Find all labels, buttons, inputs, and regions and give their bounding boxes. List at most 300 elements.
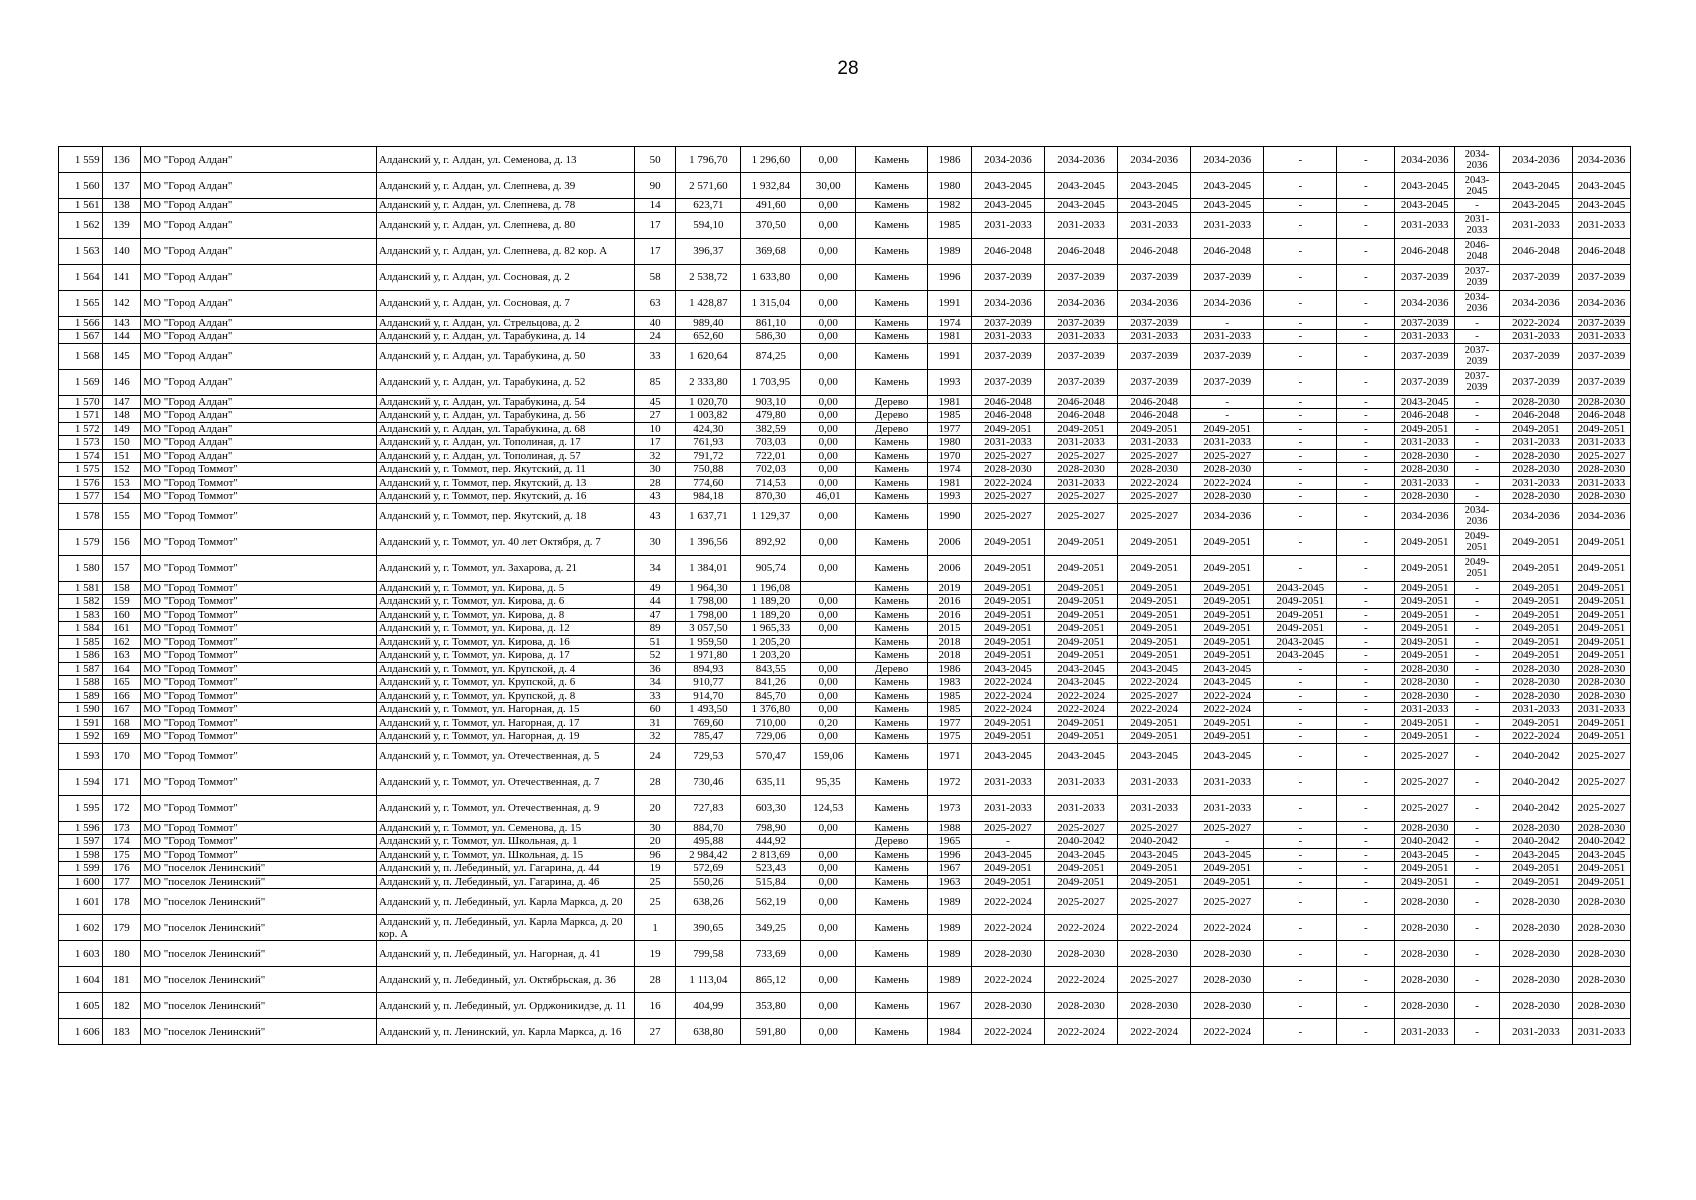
cell-year-built: 1984 <box>928 1019 972 1045</box>
cell-address: Алданский у, г. Томмот, ул. Школьная, д. 15 <box>376 848 634 862</box>
cell-period-6: - <box>1337 555 1395 581</box>
cell-living-area: 570,47 <box>741 743 801 769</box>
cell-year-built: 1967 <box>928 862 972 876</box>
cell-count: 30 <box>634 821 676 835</box>
cell-period-5: - <box>1264 369 1337 395</box>
cell-row-id: 1 597 <box>59 835 103 849</box>
cell-count: 58 <box>634 264 676 290</box>
cell-period-6: - <box>1337 716 1395 730</box>
cell-period-3: 2031-2033 <box>1118 330 1191 344</box>
cell-municipality: МО "Город Алдан" <box>141 369 377 395</box>
cell-nonliving-area: 0,00 <box>801 703 856 717</box>
cell-address: Алданский у, п. Лебединый, ул. Октябрьская, д. 36 <box>376 967 634 993</box>
cell-living-area: 870,30 <box>741 490 801 504</box>
cell-period-1: 2028-2030 <box>971 941 1044 967</box>
cell-period-9: 2049-2051 <box>1499 595 1572 609</box>
cell-period-9: 2049-2051 <box>1499 422 1572 436</box>
cell-period-10: 2025-2027 <box>1572 769 1630 795</box>
cell-nonliving-area: 0,00 <box>801 147 856 173</box>
cell-period-10: 2031-2033 <box>1572 1019 1630 1045</box>
cell-year-built: 2019 <box>928 581 972 595</box>
cell-period-6: - <box>1337 529 1395 555</box>
cell-year-built: 2016 <box>928 595 972 609</box>
cell-count: 60 <box>634 703 676 717</box>
cell-wall-material: Камень <box>856 343 928 369</box>
table-row <box>59 395 1631 409</box>
table-row <box>59 343 1631 369</box>
cell-row-id: 1 594 <box>59 769 103 795</box>
cell-year-built: 1980 <box>928 173 972 199</box>
cell-period-2: 2049-2051 <box>1044 875 1117 889</box>
cell-nonliving-area: 0,00 <box>801 212 856 238</box>
cell-nonliving-area: 0,00 <box>801 862 856 876</box>
cell-row-id: 1 593 <box>59 743 103 769</box>
cell-count: 1 <box>634 915 676 941</box>
cell-count: 96 <box>634 848 676 862</box>
cell-period-6: - <box>1337 622 1395 636</box>
cell-nonliving-area: 0,00 <box>801 395 856 409</box>
cell-total-area: 791,72 <box>676 449 741 463</box>
cell-period-7: 2028-2030 <box>1395 941 1455 967</box>
cell-period-2: 2046-2048 <box>1044 395 1117 409</box>
cell-period-4: - <box>1191 835 1264 849</box>
cell-period-1: 2025-2027 <box>971 503 1044 529</box>
cell-living-area: 1 189,20 <box>741 608 801 622</box>
cell-living-area: 1 296,60 <box>741 147 801 173</box>
cell-count: 27 <box>634 1019 676 1045</box>
cell-period-9: 2028-2030 <box>1499 662 1572 676</box>
cell-total-area: 390,65 <box>676 915 741 941</box>
cell-period-1: 2049-2051 <box>971 581 1044 595</box>
cell-period-1: 2031-2033 <box>971 795 1044 821</box>
cell-period-9: 2022-2024 <box>1499 316 1572 330</box>
cell-count: 20 <box>634 795 676 821</box>
cell-period-9: 2049-2051 <box>1499 608 1572 622</box>
cell-total-area: 729,53 <box>676 743 741 769</box>
cell-period-10: 2046-2048 <box>1572 238 1630 264</box>
cell-row-seq: 149 <box>102 422 141 436</box>
cell-period-4: 2049-2051 <box>1191 581 1264 595</box>
cell-nonliving-area: 0,00 <box>801 238 856 264</box>
cell-period-5: - <box>1264 490 1337 504</box>
cell-year-built: 1986 <box>928 662 972 676</box>
cell-period-1: 2049-2051 <box>971 595 1044 609</box>
cell-row-seq: 183 <box>102 1019 141 1045</box>
cell-period-7: 2034-2036 <box>1395 147 1455 173</box>
cell-period-8: - <box>1455 993 1500 1019</box>
cell-period-5: - <box>1264 199 1337 213</box>
cell-period-6: - <box>1337 369 1395 395</box>
cell-period-7: 2031-2033 <box>1395 330 1455 344</box>
cell-period-6: - <box>1337 835 1395 849</box>
cell-living-area: 710,00 <box>741 716 801 730</box>
cell-period-6: - <box>1337 147 1395 173</box>
cell-period-9: 2022-2024 <box>1499 730 1572 744</box>
cell-address: Алданский у, г. Томмот, ул. Нагорная, д. 17 <box>376 716 634 730</box>
cell-address: Алданский у, г. Томмот, ул. Крупской, д. 8 <box>376 689 634 703</box>
cell-period-6: - <box>1337 1019 1395 1045</box>
cell-period-10: 2043-2045 <box>1572 199 1630 213</box>
cell-year-built: 1996 <box>928 264 972 290</box>
cell-period-7: 2037-2039 <box>1395 316 1455 330</box>
cell-row-seq: 141 <box>102 264 141 290</box>
cell-living-area: 586,30 <box>741 330 801 344</box>
table-row <box>59 662 1631 676</box>
cell-period-2: 2043-2045 <box>1044 199 1117 213</box>
cell-period-1: 2049-2051 <box>971 862 1044 876</box>
cell-row-id: 1 587 <box>59 662 103 676</box>
cell-period-2: 2031-2033 <box>1044 769 1117 795</box>
cell-period-2: 2049-2051 <box>1044 595 1117 609</box>
cell-total-area: 730,46 <box>676 769 741 795</box>
cell-period-8: - <box>1455 316 1500 330</box>
cell-year-built: 1980 <box>928 436 972 450</box>
cell-period-7: 2028-2030 <box>1395 676 1455 690</box>
cell-year-built: 1965 <box>928 835 972 849</box>
cell-period-1: 2031-2033 <box>971 330 1044 344</box>
cell-period-8: - <box>1455 848 1500 862</box>
cell-period-10: 2049-2051 <box>1572 422 1630 436</box>
cell-period-4: 2049-2051 <box>1191 716 1264 730</box>
cell-living-area: 1 376,80 <box>741 703 801 717</box>
cell-row-id: 1 566 <box>59 316 103 330</box>
table-row <box>59 993 1631 1019</box>
cell-living-area: 1 633,80 <box>741 264 801 290</box>
cell-count: 63 <box>634 290 676 316</box>
cell-address: Алданский у, п. Лебединый, ул. Карла Маркса, д. 20 <box>376 889 634 915</box>
cell-period-8: 2037- 2039 <box>1455 264 1500 290</box>
cell-row-seq: 177 <box>102 875 141 889</box>
cell-wall-material: Камень <box>856 703 928 717</box>
cell-period-6: - <box>1337 463 1395 477</box>
cell-row-id: 1 560 <box>59 173 103 199</box>
cell-period-7: 2028-2030 <box>1395 662 1455 676</box>
cell-row-id: 1 565 <box>59 290 103 316</box>
cell-nonliving-area: 0,00 <box>801 662 856 676</box>
cell-address: Алданский у, г. Томмот, ул. Кирова, д. 12 <box>376 622 634 636</box>
table-row <box>59 649 1631 663</box>
cell-period-4: 2037-2039 <box>1191 264 1264 290</box>
cell-period-5: - <box>1264 422 1337 436</box>
cell-period-6: - <box>1337 821 1395 835</box>
cell-period-8: - <box>1455 689 1500 703</box>
cell-period-10: 2046-2048 <box>1572 409 1630 423</box>
cell-period-8: - <box>1455 608 1500 622</box>
table-row <box>59 490 1631 504</box>
cell-year-built: 2018 <box>928 635 972 649</box>
cell-municipality: МО "поселок Ленинский" <box>141 889 377 915</box>
cell-period-8: 2034- 2036 <box>1455 503 1500 529</box>
cell-period-9: 2040-2042 <box>1499 835 1572 849</box>
cell-count: 43 <box>634 503 676 529</box>
cell-row-seq: 170 <box>102 743 141 769</box>
cell-municipality: МО "Город Алдан" <box>141 173 377 199</box>
cell-nonliving-area: 0,00 <box>801 290 856 316</box>
cell-period-1: 2037-2039 <box>971 264 1044 290</box>
cell-living-area: 841,26 <box>741 676 801 690</box>
cell-period-9: 2034-2036 <box>1499 147 1572 173</box>
cell-total-area: 2 538,72 <box>676 264 741 290</box>
cell-wall-material: Камень <box>856 330 928 344</box>
cell-row-seq: 173 <box>102 821 141 835</box>
cell-period-6: - <box>1337 199 1395 213</box>
cell-period-1: 2043-2045 <box>971 662 1044 676</box>
cell-period-4: 2034-2036 <box>1191 290 1264 316</box>
cell-period-2: 2049-2051 <box>1044 529 1117 555</box>
cell-period-6: - <box>1337 730 1395 744</box>
cell-wall-material: Камень <box>856 369 928 395</box>
cell-municipality: МО "Город Алдан" <box>141 212 377 238</box>
housing-schedule-table <box>58 146 1631 1045</box>
cell-wall-material: Камень <box>856 915 928 941</box>
cell-municipality: МО "Город Томмот" <box>141 689 377 703</box>
cell-period-7: 2049-2051 <box>1395 622 1455 636</box>
cell-municipality: МО "Город Томмот" <box>141 795 377 821</box>
cell-period-5: 2043-2045 <box>1264 649 1337 663</box>
cell-address: Алданский у, г. Алдан, ул. Стрельцова, д. 2 <box>376 316 634 330</box>
cell-total-area: 984,18 <box>676 490 741 504</box>
cell-period-4: 2037-2039 <box>1191 369 1264 395</box>
cell-count: 51 <box>634 635 676 649</box>
cell-row-id: 1 573 <box>59 436 103 450</box>
cell-period-5: - <box>1264 835 1337 849</box>
cell-wall-material: Камень <box>856 862 928 876</box>
cell-period-10: 2049-2051 <box>1572 581 1630 595</box>
cell-municipality: МО "Город Томмот" <box>141 595 377 609</box>
cell-row-seq: 146 <box>102 369 141 395</box>
cell-period-4: 2049-2051 <box>1191 529 1264 555</box>
cell-period-5: - <box>1264 147 1337 173</box>
cell-wall-material: Камень <box>856 173 928 199</box>
cell-period-5: - <box>1264 821 1337 835</box>
cell-nonliving-area: 0,00 <box>801 889 856 915</box>
cell-period-2: 2049-2051 <box>1044 555 1117 581</box>
cell-period-7: 2031-2033 <box>1395 703 1455 717</box>
cell-period-5: - <box>1264 993 1337 1019</box>
table-row <box>59 199 1631 213</box>
cell-period-10: 2028-2030 <box>1572 689 1630 703</box>
cell-period-4: 2046-2048 <box>1191 238 1264 264</box>
cell-year-built: 1983 <box>928 676 972 690</box>
cell-count: 34 <box>634 555 676 581</box>
cell-row-id: 1 571 <box>59 409 103 423</box>
cell-nonliving-area: 46,01 <box>801 490 856 504</box>
cell-period-7: 2028-2030 <box>1395 689 1455 703</box>
cell-total-area: 572,69 <box>676 862 741 876</box>
cell-living-area: 479,80 <box>741 409 801 423</box>
cell-row-seq: 178 <box>102 889 141 915</box>
cell-row-seq: 174 <box>102 835 141 849</box>
cell-period-6: - <box>1337 409 1395 423</box>
cell-period-1: 2049-2051 <box>971 622 1044 636</box>
cell-period-8: - <box>1455 436 1500 450</box>
cell-period-10: 2049-2051 <box>1572 716 1630 730</box>
cell-living-area: 1 315,04 <box>741 290 801 316</box>
cell-total-area: 769,60 <box>676 716 741 730</box>
cell-nonliving-area: 124,53 <box>801 795 856 821</box>
cell-count: 32 <box>634 730 676 744</box>
cell-row-id: 1 602 <box>59 915 103 941</box>
cell-period-4: 2043-2045 <box>1191 662 1264 676</box>
cell-row-id: 1 574 <box>59 449 103 463</box>
cell-period-3: 2037-2039 <box>1118 264 1191 290</box>
cell-address: Алданский у, г. Алдан, ул. Тарабукина, д. 68 <box>376 422 634 436</box>
cell-row-id: 1 592 <box>59 730 103 744</box>
cell-nonliving-area: 0,00 <box>801 608 856 622</box>
cell-row-seq: 156 <box>102 529 141 555</box>
cell-address: Алданский у, г. Томмот, ул. Крупской, д. 4 <box>376 662 634 676</box>
table-row <box>59 449 1631 463</box>
cell-total-area: 774,60 <box>676 476 741 490</box>
table-row <box>59 875 1631 889</box>
table-row <box>59 147 1631 173</box>
cell-row-id: 1 563 <box>59 238 103 264</box>
cell-period-9: 2046-2048 <box>1499 409 1572 423</box>
cell-period-7: 2028-2030 <box>1395 490 1455 504</box>
cell-wall-material: Камень <box>856 716 928 730</box>
cell-period-8: - <box>1455 889 1500 915</box>
cell-wall-material: Камень <box>856 993 928 1019</box>
cell-row-id: 1 577 <box>59 490 103 504</box>
cell-living-area: 845,70 <box>741 689 801 703</box>
cell-count: 27 <box>634 409 676 423</box>
cell-period-7: 2043-2045 <box>1395 199 1455 213</box>
cell-period-8: - <box>1455 581 1500 595</box>
table-row <box>59 238 1631 264</box>
cell-period-2: 2049-2051 <box>1044 422 1117 436</box>
cell-period-6: - <box>1337 689 1395 703</box>
cell-address: Алданский у, г. Томмот, пер. Якутский, д. 13 <box>376 476 634 490</box>
cell-nonliving-area: 0,00 <box>801 422 856 436</box>
cell-period-6: - <box>1337 676 1395 690</box>
cell-period-4: 2022-2024 <box>1191 703 1264 717</box>
table-row <box>59 595 1631 609</box>
cell-period-5: - <box>1264 503 1337 529</box>
cell-period-3: 2025-2027 <box>1118 967 1191 993</box>
cell-year-built: 1989 <box>928 967 972 993</box>
cell-living-area: 865,12 <box>741 967 801 993</box>
cell-wall-material: Камень <box>856 529 928 555</box>
cell-year-built: 1967 <box>928 993 972 1019</box>
cell-row-seq: 175 <box>102 848 141 862</box>
cell-period-1: 2046-2048 <box>971 238 1044 264</box>
cell-period-4: 2049-2051 <box>1191 608 1264 622</box>
cell-municipality: МО "Город Томмот" <box>141 649 377 663</box>
cell-living-area: 903,10 <box>741 395 801 409</box>
cell-period-7: 2037-2039 <box>1395 369 1455 395</box>
cell-period-4: 2031-2033 <box>1191 436 1264 450</box>
cell-period-7: 2049-2051 <box>1395 716 1455 730</box>
cell-nonliving-area: 0,00 <box>801 915 856 941</box>
cell-period-7: 2028-2030 <box>1395 889 1455 915</box>
cell-period-7: 2028-2030 <box>1395 993 1455 1019</box>
cell-wall-material: Камень <box>856 848 928 862</box>
cell-period-7: 2049-2051 <box>1395 862 1455 876</box>
cell-period-4: 2049-2051 <box>1191 595 1264 609</box>
cell-period-3: 2049-2051 <box>1118 649 1191 663</box>
cell-address: Алданский у, п. Ленинский, ул. Карла Маркса, д. 16 <box>376 1019 634 1045</box>
cell-period-9: 2028-2030 <box>1499 941 1572 967</box>
cell-period-3: 2046-2048 <box>1118 409 1191 423</box>
cell-period-2: 2025-2027 <box>1044 449 1117 463</box>
cell-period-3: 2043-2045 <box>1118 848 1191 862</box>
cell-period-7: 2025-2027 <box>1395 795 1455 821</box>
cell-period-2: 2031-2033 <box>1044 795 1117 821</box>
cell-nonliving-area: 159,06 <box>801 743 856 769</box>
cell-period-8: - <box>1455 730 1500 744</box>
cell-period-5: - <box>1264 463 1337 477</box>
cell-period-2: 2049-2051 <box>1044 649 1117 663</box>
cell-row-id: 1 600 <box>59 875 103 889</box>
cell-row-seq: 144 <box>102 330 141 344</box>
cell-period-3: 2049-2051 <box>1118 730 1191 744</box>
cell-living-area: 798,90 <box>741 821 801 835</box>
cell-period-5: 2049-2051 <box>1264 608 1337 622</box>
cell-period-5: - <box>1264 395 1337 409</box>
cell-period-4: 2049-2051 <box>1191 730 1264 744</box>
cell-period-4: - <box>1191 316 1264 330</box>
cell-row-id: 1 589 <box>59 689 103 703</box>
table-row <box>59 915 1631 941</box>
cell-period-10: 2043-2045 <box>1572 848 1630 862</box>
cell-period-2: 2022-2024 <box>1044 703 1117 717</box>
cell-period-4: 2028-2030 <box>1191 941 1264 967</box>
cell-period-9: 2043-2045 <box>1499 848 1572 862</box>
cell-wall-material: Камень <box>856 889 928 915</box>
cell-period-10: 2031-2033 <box>1572 436 1630 450</box>
cell-address: Алданский у, г. Алдан, ул. Тарабукина, д. 54 <box>376 395 634 409</box>
cell-address: Алданский у, г. Томмот, ул. 40 лет Октября, д. 7 <box>376 529 634 555</box>
cell-total-area: 785,47 <box>676 730 741 744</box>
cell-period-4: 2022-2024 <box>1191 915 1264 941</box>
table-row <box>59 941 1631 967</box>
cell-period-5: - <box>1264 555 1337 581</box>
cell-period-8: - <box>1455 463 1500 477</box>
cell-period-2: 2049-2051 <box>1044 622 1117 636</box>
cell-period-2: 2025-2027 <box>1044 889 1117 915</box>
cell-period-1: 2034-2036 <box>971 147 1044 173</box>
cell-nonliving-area <box>801 635 856 649</box>
cell-period-8: - <box>1455 862 1500 876</box>
cell-address: Алданский у, п. Лебединый, ул. Нагорная, д. 41 <box>376 941 634 967</box>
cell-wall-material: Камень <box>856 212 928 238</box>
cell-period-10: 2049-2051 <box>1572 529 1630 555</box>
cell-address: Алданский у, п. Лебединый, ул. Гагарина, д. 46 <box>376 875 634 889</box>
cell-period-8: - <box>1455 622 1500 636</box>
cell-row-seq: 171 <box>102 769 141 795</box>
cell-period-10: 2028-2030 <box>1572 993 1630 1019</box>
cell-period-9: 2049-2051 <box>1499 581 1572 595</box>
cell-period-10: 2034-2036 <box>1572 503 1630 529</box>
cell-row-id: 1 562 <box>59 212 103 238</box>
cell-period-2: 2031-2033 <box>1044 330 1117 344</box>
table-row <box>59 795 1631 821</box>
cell-period-10: 2028-2030 <box>1572 463 1630 477</box>
cell-period-9: 2028-2030 <box>1499 449 1572 463</box>
cell-row-seq: 163 <box>102 649 141 663</box>
table-row <box>59 264 1631 290</box>
cell-total-area: 3 057,50 <box>676 622 741 636</box>
cell-period-1: 2049-2051 <box>971 422 1044 436</box>
cell-total-area: 495,88 <box>676 835 741 849</box>
cell-period-10: 2028-2030 <box>1572 915 1630 941</box>
cell-address: Алданский у, г. Томмот, ул. Школьная, д. 1 <box>376 835 634 849</box>
cell-period-9: 2049-2051 <box>1499 635 1572 649</box>
cell-municipality: МО "Город Алдан" <box>141 316 377 330</box>
cell-period-10: 2049-2051 <box>1572 635 1630 649</box>
cell-total-area: 914,70 <box>676 689 741 703</box>
cell-wall-material: Камень <box>856 649 928 663</box>
